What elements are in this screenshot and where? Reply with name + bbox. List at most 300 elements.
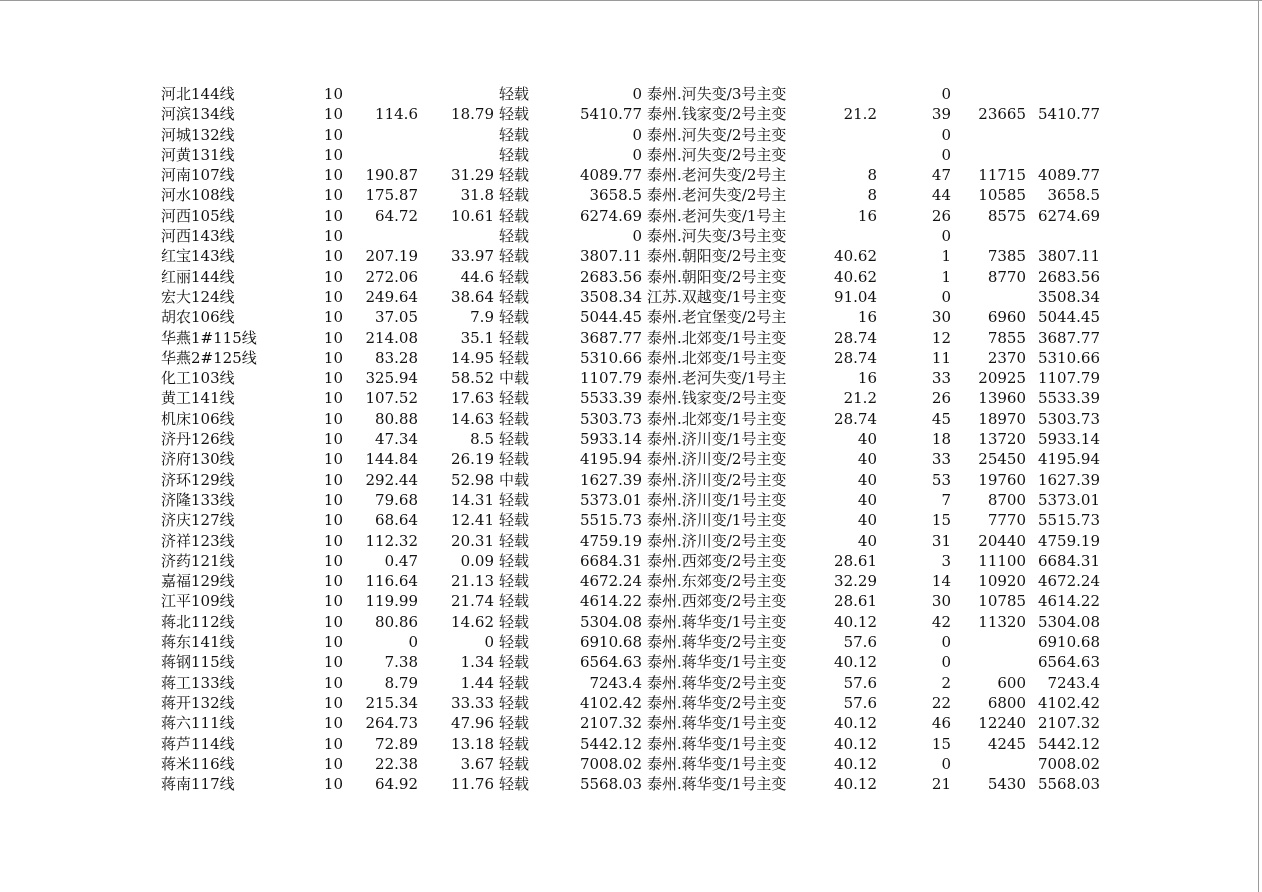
line-name-cell: 河城132线: [161, 125, 235, 144]
value-2-cell: 1.44: [460, 673, 494, 692]
table-row: [0, 84, 1262, 104]
table-row: [0, 632, 1262, 652]
substation-cell: 泰州.河失变/2号主变: [647, 145, 787, 164]
value-5-cell: 5044.45: [1037, 308, 1100, 327]
value-3-cell: 7243.4: [589, 673, 642, 692]
value-3-cell: 5303.73: [579, 409, 642, 428]
load-status-cell: 轻载: [499, 714, 530, 733]
value-3-cell: 4195.94: [579, 450, 642, 469]
value-2-cell: 38.64: [451, 287, 494, 306]
value-4-cell: 8575: [987, 206, 1026, 225]
count-cell: 0: [941, 287, 951, 306]
value-4-cell: 4245: [987, 734, 1026, 753]
value-3-cell: 4089.77: [579, 166, 642, 185]
substation-cell: 泰州.蒋华变/1号主变: [647, 775, 787, 794]
value-1-cell: 0.47: [384, 551, 418, 570]
voltage-cell: 10: [323, 369, 343, 388]
substation-cell: 泰州.老河失变/2号主: [647, 166, 787, 185]
value-2-cell: 0: [484, 633, 494, 652]
value-2-cell: 58.52: [451, 369, 494, 388]
value-1-cell: 325.94: [365, 369, 418, 388]
line-name-cell: 济环129线: [161, 470, 235, 489]
voltage-cell: 10: [323, 775, 343, 794]
value-2-cell: 21.74: [451, 592, 494, 611]
value-1-cell: 119.99: [365, 592, 418, 611]
line-name-cell: 华燕1#115线: [161, 328, 257, 347]
voltage-cell: 10: [323, 227, 343, 246]
line-name-cell: 济庆127线: [161, 511, 235, 530]
substation-cell: 泰州.钱家变/2号主变: [647, 105, 787, 124]
line-name-cell: 济祥123线: [161, 531, 235, 550]
value-5-cell: 2107.32: [1037, 714, 1100, 733]
count-cell: 1: [941, 247, 951, 266]
voltage-cell: 10: [323, 85, 343, 103]
substation-cell: 泰州.北郊变/1号主变: [647, 409, 787, 428]
line-name-cell: 嘉福129线: [161, 572, 235, 591]
substation-cell: 泰州.河失变/3号主变: [647, 85, 787, 103]
load-status-cell: 轻载: [499, 125, 530, 144]
value-2-cell: 52.98: [451, 470, 494, 489]
voltage-cell: 10: [323, 247, 343, 266]
capacity-cell: 57.6: [843, 673, 877, 692]
value-5-cell: 5568.03: [1037, 775, 1100, 794]
voltage-cell: 10: [323, 308, 343, 327]
line-name-cell: 河滨134线: [161, 105, 235, 124]
value-5-cell: 4102.42: [1037, 693, 1100, 712]
value-2-cell: 33.97: [451, 247, 494, 266]
value-3-cell: 6274.69: [579, 206, 642, 225]
table-row: [0, 246, 1262, 266]
voltage-cell: 10: [323, 328, 343, 347]
capacity-cell: 40.12: [834, 734, 877, 753]
count-cell: 39: [931, 105, 951, 124]
voltage-cell: 10: [323, 267, 343, 286]
load-status-cell: 轻载: [499, 186, 530, 205]
load-status-cell: 轻载: [499, 105, 530, 124]
substation-cell: 泰州.蒋华变/2号主变: [647, 673, 787, 692]
value-5-cell: 3508.34: [1037, 287, 1100, 306]
voltage-cell: 10: [323, 633, 343, 652]
value-1-cell: 80.88: [375, 409, 418, 428]
value-1-cell: 79.68: [375, 490, 418, 509]
capacity-cell: 8: [867, 166, 877, 185]
value-4-cell: 8700: [987, 490, 1026, 509]
value-1-cell: 292.44: [365, 470, 418, 489]
substation-cell: 泰州.蒋华变/1号主变: [647, 714, 787, 733]
value-3-cell: 4614.22: [579, 592, 642, 611]
value-3-cell: 0: [632, 145, 642, 164]
value-2-cell: 17.63: [451, 389, 494, 408]
count-cell: 0: [941, 145, 951, 164]
value-2-cell: 13.18: [451, 734, 494, 753]
line-name-cell: 济府130线: [161, 450, 235, 469]
load-status-cell: 轻载: [499, 450, 530, 469]
value-3-cell: 3658.5: [589, 186, 642, 205]
load-status-cell: 轻载: [499, 551, 530, 570]
value-5-cell: 7243.4: [1047, 673, 1100, 692]
count-cell: 21: [931, 775, 951, 794]
load-status-cell: 轻载: [499, 267, 530, 286]
count-cell: 14: [931, 572, 951, 591]
voltage-cell: 10: [323, 166, 343, 185]
value-4-cell: 6960: [987, 308, 1026, 327]
value-4-cell: 12240: [978, 714, 1026, 733]
voltage-cell: 10: [323, 105, 343, 124]
substation-cell: 泰州.西郊变/2号主变: [647, 551, 787, 570]
capacity-cell: 40: [857, 531, 877, 550]
load-status-cell: 轻载: [499, 775, 530, 794]
value-3-cell: 2107.32: [579, 714, 642, 733]
table-row: [0, 591, 1262, 611]
table-row: [0, 328, 1262, 348]
table-row: [0, 673, 1262, 693]
load-status-cell: 轻载: [499, 430, 530, 449]
voltage-cell: 10: [323, 450, 343, 469]
value-4-cell: 19760: [978, 470, 1026, 489]
value-4-cell: 10920: [978, 572, 1026, 591]
line-name-cell: 河水108线: [161, 186, 235, 205]
table-row: [0, 754, 1262, 774]
substation-cell: 泰州.老宜堡变/2号主: [647, 308, 787, 327]
value-3-cell: 3807.11: [579, 247, 642, 266]
load-status-cell: 轻载: [499, 348, 530, 367]
load-status-cell: 轻载: [499, 145, 530, 164]
count-cell: 53: [931, 470, 951, 489]
voltage-cell: 10: [323, 693, 343, 712]
value-1-cell: 47.34: [375, 430, 418, 449]
count-cell: 33: [931, 369, 951, 388]
capacity-cell: 40.62: [834, 247, 877, 266]
value-3-cell: 4672.24: [579, 572, 642, 591]
count-cell: 12: [931, 328, 951, 347]
load-status-cell: 轻载: [499, 612, 530, 631]
load-status-cell: 轻载: [499, 389, 530, 408]
capacity-cell: 32.29: [834, 572, 877, 591]
count-cell: 0: [941, 754, 951, 773]
load-status-cell: 轻载: [499, 227, 530, 246]
substation-cell: 泰州.朝阳变/2号主变: [647, 267, 787, 286]
value-1-cell: 116.64: [365, 572, 418, 591]
table-row: [0, 774, 1262, 794]
value-5-cell: 2683.56: [1037, 267, 1100, 286]
capacity-cell: 16: [857, 206, 877, 225]
substation-cell: 泰州.北郊变/1号主变: [647, 328, 787, 347]
value-5-cell: 3658.5: [1047, 186, 1100, 205]
value-5-cell: 6564.63: [1037, 653, 1100, 672]
load-status-cell: 轻载: [499, 693, 530, 712]
substation-cell: 泰州.西郊变/2号主变: [647, 592, 787, 611]
table-row: [0, 409, 1262, 429]
value-5-cell: 5373.01: [1037, 490, 1100, 509]
value-1-cell: 207.19: [365, 247, 418, 266]
table-row: [0, 226, 1262, 246]
capacity-cell: 40.12: [834, 775, 877, 794]
value-4-cell: 23665: [978, 105, 1026, 124]
table-row: [0, 429, 1262, 449]
voltage-cell: 10: [323, 186, 343, 205]
line-name-cell: 河西105线: [161, 206, 235, 225]
line-name-cell: 济药121线: [161, 551, 235, 570]
capacity-cell: 40.12: [834, 653, 877, 672]
load-status-cell: 轻载: [499, 247, 530, 266]
value-5-cell: 5303.73: [1037, 409, 1100, 428]
table-row: [0, 551, 1262, 571]
line-name-cell: 红丽144线: [161, 267, 235, 286]
value-4-cell: 8770: [987, 267, 1026, 286]
capacity-cell: 8: [867, 186, 877, 205]
count-cell: 42: [931, 612, 951, 631]
value-2-cell: 44.6: [460, 267, 494, 286]
line-name-cell: 河西143线: [161, 227, 235, 246]
value-5-cell: 1107.79: [1037, 369, 1100, 388]
count-cell: 31: [931, 531, 951, 550]
value-2-cell: 20.31: [451, 531, 494, 550]
value-3-cell: 5310.66: [579, 348, 642, 367]
voltage-cell: 10: [323, 470, 343, 489]
line-name-cell: 济隆133线: [161, 490, 235, 509]
table-row: [0, 449, 1262, 469]
line-name-cell: 华燕2#125线: [161, 348, 257, 367]
load-status-cell: 轻载: [499, 85, 530, 103]
value-4-cell: 6800: [987, 693, 1026, 712]
load-status-cell: 轻载: [499, 633, 530, 652]
capacity-cell: 28.61: [834, 592, 877, 611]
value-4-cell: 13960: [978, 389, 1026, 408]
value-4-cell: 18970: [978, 409, 1026, 428]
count-cell: 0: [941, 85, 951, 103]
value-3-cell: 5044.45: [579, 308, 642, 327]
value-4-cell: 13720: [978, 430, 1026, 449]
substation-cell: 江苏.双越变/1号主变: [647, 287, 787, 306]
value-5-cell: 5310.66: [1037, 348, 1100, 367]
table-row: [0, 104, 1262, 124]
capacity-cell: 40.12: [834, 754, 877, 773]
value-1-cell: 0: [408, 633, 418, 652]
substation-cell: 泰州.河失变/3号主变: [647, 227, 787, 246]
voltage-cell: 10: [323, 754, 343, 773]
count-cell: 26: [931, 389, 951, 408]
value-5-cell: 6910.68: [1037, 633, 1100, 652]
value-5-cell: 4614.22: [1037, 592, 1100, 611]
value-2-cell: 33.33: [451, 693, 494, 712]
count-cell: 3: [941, 551, 951, 570]
value-2-cell: 12.41: [451, 511, 494, 530]
count-cell: 2: [941, 673, 951, 692]
value-1-cell: 214.08: [365, 328, 418, 347]
voltage-cell: 10: [323, 653, 343, 672]
table-row: [0, 652, 1262, 672]
value-5-cell: 3687.77: [1037, 328, 1100, 347]
count-cell: 44: [931, 186, 951, 205]
value-4-cell: 11715: [978, 166, 1026, 185]
value-3-cell: 4102.42: [579, 693, 642, 712]
substation-cell: 泰州.济川变/2号主变: [647, 470, 787, 489]
value-2-cell: 0.09: [460, 551, 494, 570]
value-2-cell: 3.67: [460, 754, 494, 773]
table-row: [0, 612, 1262, 632]
table-row: [0, 165, 1262, 185]
table-row: [0, 388, 1262, 408]
value-2-cell: 11.76: [451, 775, 494, 794]
table-row: [0, 307, 1262, 327]
table-row: [0, 287, 1262, 307]
line-name-cell: 江平109线: [161, 592, 235, 611]
value-3-cell: 1627.39: [579, 470, 642, 489]
load-status-cell: 轻载: [499, 734, 530, 753]
substation-cell: 泰州.蒋华变/2号主变: [647, 633, 787, 652]
line-name-cell: 河黄131线: [161, 145, 235, 164]
value-2-cell: 31.29: [451, 166, 494, 185]
value-1-cell: 22.38: [375, 754, 418, 773]
line-name-cell: 蒋工133线: [161, 673, 235, 692]
table-row: [0, 267, 1262, 287]
value-3-cell: 6684.31: [579, 551, 642, 570]
substation-cell: 泰州.钱家变/2号主变: [647, 389, 787, 408]
value-2-cell: 7.9: [470, 308, 494, 327]
voltage-cell: 10: [323, 592, 343, 611]
value-3-cell: 3508.34: [579, 287, 642, 306]
substation-cell: 泰州.老河失变/2号主: [647, 186, 787, 205]
substation-cell: 泰州.老河失变/1号主: [647, 369, 787, 388]
substation-cell: 泰州.老河失变/1号主: [647, 206, 787, 225]
voltage-cell: 10: [323, 409, 343, 428]
substation-cell: 泰州.蒋华变/1号主变: [647, 754, 787, 773]
substation-cell: 泰州.朝阳变/2号主变: [647, 247, 787, 266]
line-name-cell: 胡农106线: [161, 308, 235, 327]
value-5-cell: 4195.94: [1037, 450, 1100, 469]
value-3-cell: 7008.02: [579, 754, 642, 773]
count-cell: 0: [941, 653, 951, 672]
substation-cell: 泰州.河失变/2号主变: [647, 125, 787, 144]
value-3-cell: 5410.77: [579, 105, 642, 124]
value-4-cell: 5430: [987, 775, 1026, 794]
value-4-cell: 600: [997, 673, 1026, 692]
value-3-cell: 5933.14: [579, 430, 642, 449]
value-5-cell: 5933.14: [1037, 430, 1100, 449]
count-cell: 33: [931, 450, 951, 469]
line-name-cell: 蒋钢115线: [161, 653, 235, 672]
table-row: [0, 490, 1262, 510]
table-row: [0, 531, 1262, 551]
capacity-cell: 40.12: [834, 714, 877, 733]
value-1-cell: 8.79: [384, 673, 418, 692]
count-cell: 18: [931, 430, 951, 449]
load-status-cell: 中载: [499, 369, 530, 388]
load-status-cell: 轻载: [499, 308, 530, 327]
count-cell: 47: [931, 166, 951, 185]
value-1-cell: 190.87: [365, 166, 418, 185]
value-2-cell: 35.1: [460, 328, 494, 347]
count-cell: 26: [931, 206, 951, 225]
line-name-cell: 蒋芦114线: [161, 734, 235, 753]
value-4-cell: 10785: [978, 592, 1026, 611]
substation-cell: 泰州.济川变/1号主变: [647, 511, 787, 530]
value-3-cell: 0: [632, 227, 642, 246]
substation-cell: 泰州.蒋华变/1号主变: [647, 612, 787, 631]
value-5-cell: 5304.08: [1037, 612, 1100, 631]
line-name-cell: 红宝143线: [161, 247, 235, 266]
value-5-cell: 7008.02: [1037, 754, 1100, 773]
count-cell: 15: [931, 734, 951, 753]
value-3-cell: 5373.01: [579, 490, 642, 509]
capacity-cell: 16: [857, 369, 877, 388]
capacity-cell: 40.62: [834, 267, 877, 286]
value-2-cell: 21.13: [451, 572, 494, 591]
count-cell: 7: [941, 490, 951, 509]
value-3-cell: 1107.79: [579, 369, 642, 388]
count-cell: 11: [931, 348, 951, 367]
voltage-cell: 10: [323, 145, 343, 164]
value-4-cell: 20440: [978, 531, 1026, 550]
value-1-cell: 144.84: [365, 450, 418, 469]
substation-cell: 泰州.蒋华变/2号主变: [647, 693, 787, 712]
count-cell: 0: [941, 125, 951, 144]
voltage-cell: 10: [323, 125, 343, 144]
substation-cell: 泰州.东郊变/2号主变: [647, 572, 787, 591]
load-status-cell: 轻载: [499, 754, 530, 773]
line-name-cell: 化工103线: [161, 369, 235, 388]
table-row: [0, 734, 1262, 754]
value-4-cell: 25450: [978, 450, 1026, 469]
line-name-cell: 河南107线: [161, 166, 235, 185]
value-4-cell: 7770: [987, 511, 1026, 530]
count-cell: 0: [941, 227, 951, 246]
value-5-cell: 4089.77: [1037, 166, 1100, 185]
value-3-cell: 3687.77: [579, 328, 642, 347]
load-status-cell: 轻载: [499, 409, 530, 428]
value-5-cell: 5410.77: [1037, 105, 1100, 124]
line-name-cell: 宏大124线: [161, 287, 235, 306]
value-3-cell: 5442.12: [579, 734, 642, 753]
capacity-cell: 28.74: [834, 328, 877, 347]
voltage-cell: 10: [323, 531, 343, 550]
value-5-cell: 5515.73: [1037, 511, 1100, 530]
capacity-cell: 40: [857, 490, 877, 509]
load-status-cell: 轻载: [499, 511, 530, 530]
voltage-cell: 10: [323, 490, 343, 509]
capacity-cell: 16: [857, 308, 877, 327]
value-4-cell: 11100: [978, 551, 1026, 570]
voltage-cell: 10: [323, 348, 343, 367]
load-status-cell: 轻载: [499, 490, 530, 509]
count-cell: 22: [931, 693, 951, 712]
value-2-cell: 14.95: [451, 348, 494, 367]
capacity-cell: 28.74: [834, 409, 877, 428]
value-1-cell: 68.64: [375, 511, 418, 530]
value-4-cell: 2370: [987, 348, 1026, 367]
table-row: [0, 368, 1262, 388]
capacity-cell: 57.6: [843, 693, 877, 712]
value-1-cell: 215.34: [365, 693, 418, 712]
load-status-cell: 轻载: [499, 531, 530, 550]
line-name-cell: 蒋六111线: [161, 714, 235, 733]
capacity-cell: 21.2: [843, 389, 877, 408]
load-status-cell: 轻载: [499, 206, 530, 225]
value-1-cell: 7.38: [384, 653, 418, 672]
load-status-cell: 轻载: [499, 572, 530, 591]
load-status-cell: 轻载: [499, 673, 530, 692]
voltage-cell: 10: [323, 612, 343, 631]
count-cell: 15: [931, 511, 951, 530]
line-name-cell: 济丹126线: [161, 430, 235, 449]
value-3-cell: 5304.08: [579, 612, 642, 631]
substation-cell: 泰州.济川变/2号主变: [647, 531, 787, 550]
line-name-cell: 蒋北112线: [161, 612, 235, 631]
value-2-cell: 47.96: [451, 714, 494, 733]
line-name-cell: 蒋东141线: [161, 633, 235, 652]
value-4-cell: 11320: [978, 612, 1026, 631]
load-status-cell: 轻载: [499, 287, 530, 306]
